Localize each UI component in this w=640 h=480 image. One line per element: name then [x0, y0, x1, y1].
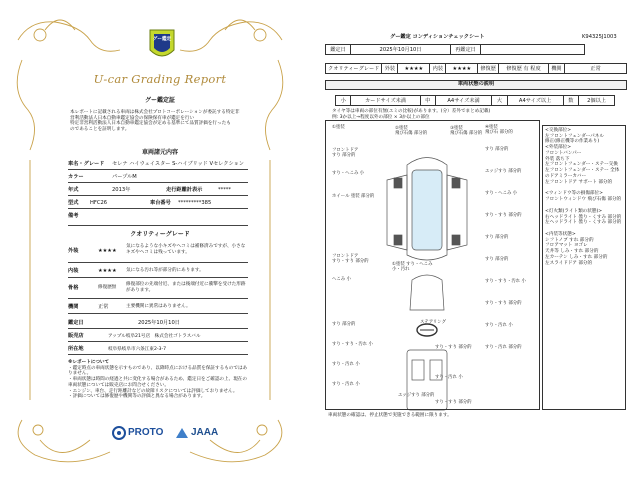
field-label: 備考 [68, 213, 79, 219]
field-label: 型式 [68, 200, 79, 206]
report-title: U-car Grading Report [93, 72, 227, 86]
side-note: 左フロントフェンダー・ステー交換 [545, 162, 618, 168]
legend-title: 車両状態の説明 [325, 80, 627, 90]
side-note: <交換部位> [545, 128, 572, 133]
damage-label: ホイール 塗装 部分的 [332, 194, 375, 199]
damage-label: すり・すり 部分的 [485, 213, 522, 218]
quality-label: 内装 [68, 268, 79, 274]
grade-table [325, 63, 627, 74]
goo-appraisal-logo [148, 28, 176, 62]
damage-label: ③塗装 飛び石傷 部分的 [450, 126, 483, 137]
damage-label: ②塗装 飛び石傷 部分的 [395, 126, 428, 137]
date-label: 鑑定日 [326, 45, 351, 55]
quality-row [68, 279, 248, 299]
interior-stars: ★★★★ [446, 64, 478, 74]
damage-label: すり・すり 部分的 [435, 345, 472, 350]
quality-text: 気になるような小キズやヘコミは補修済みですが、小さなキズやヘコミは残っています。 [126, 244, 246, 255]
quality-label: 骨格 [68, 285, 79, 291]
side-note: フロアマット ヨゴレ [545, 243, 588, 249]
quality-text: 修復部位の先端付近、または後端付近に衝撃を受けた形跡があります。 [126, 282, 246, 293]
reappraisal-value [481, 45, 585, 55]
damage-label: すり・汚れ 小 [332, 382, 360, 387]
interior-label: 内装 [430, 64, 446, 74]
quality-text: 気になる汚れ等が部分的にあります。 [126, 268, 204, 273]
legend-cell: A4サイズ以上 [507, 96, 563, 106]
side-note: 修正(修正機等の作業あり) [545, 139, 600, 145]
quality-stars: ★★★★ [98, 248, 117, 254]
field-value: *********385 [178, 200, 212, 206]
damage-label: ①塗装 [332, 125, 345, 130]
document-id: K94325J1003 [582, 34, 617, 40]
appraisal-date-label: 鑑定日 [68, 320, 84, 326]
sheet-footer-note: 車両状態の確認は、停止状態で実施できる範囲に限ります。 [328, 413, 452, 418]
intro-line: 特定非営利活動法人日本自動車鑑定協会が定める基準にて品質評価を行ったも [70, 121, 231, 127]
side-note: <外装部位> [545, 145, 572, 151]
intro-text [70, 110, 250, 133]
note-item: ・評価については修復歴や機関等の評価と異なる場合があります。 [68, 394, 206, 400]
field-value: ***** [218, 187, 231, 193]
quality-stars: 正常 [98, 304, 109, 310]
proto-text: PROTO [128, 427, 164, 438]
quality-row [68, 300, 248, 314]
side-note: フロントバンパー [545, 150, 582, 156]
quality-stars: 修復歴無 [98, 285, 117, 290]
field-value: パープルM [112, 174, 137, 180]
report-notes [68, 360, 248, 400]
legend-table [335, 95, 615, 106]
damage-label: へこみ 小 [332, 277, 351, 282]
side-note: 右ヘッドライト 曇り・くすみ 部分的 [545, 214, 622, 220]
field-row [68, 210, 248, 226]
address-value: 岐阜県岐阜市六条江東2-3-7 [108, 347, 167, 352]
damage-label: ステアリング [420, 320, 446, 325]
quality-row [68, 264, 248, 278]
field-row [68, 171, 248, 183]
quality-text: 主要機関に異常はありません。 [126, 304, 191, 309]
report-subtitle: グー鑑定証 [144, 97, 175, 104]
damage-label: すり・汚れ 部分的 [485, 345, 522, 350]
proto-mark-icon [112, 426, 126, 440]
damage-label: すり・汚れ 小 [435, 375, 463, 380]
note-item: ・鑑定時点の車両状態を示すものであり、以降時点における品質を保証するものではありません。 [68, 365, 248, 377]
legend-cell: 中 [420, 96, 435, 106]
repair-label: 修復歴 [478, 64, 499, 74]
note-item: ・車両状態は時間の経過と共に変化する場合があるため、鑑定日をご確認の上、現在の車両状態については販売店にお問合せください。 [68, 377, 247, 388]
damage-label: すり 部分的 [485, 257, 509, 262]
side-note: 左カーテン しみ・すれ 部分的 [545, 254, 608, 260]
condition-check-sheet [320, 0, 640, 480]
address-row [68, 343, 248, 355]
date-table [325, 44, 585, 55]
jaaa-logo [175, 425, 235, 441]
field-label: 車名・グレード [68, 161, 105, 167]
jaaa-text: JAAA [191, 427, 219, 438]
grade-label: クオリティーグレード [326, 64, 382, 74]
side-note: 左スライドドア 部分的 [545, 260, 593, 266]
dealer-label: 販売店 [68, 333, 84, 339]
side-note: フロントウィンドウ 飛び石傷 部分的 [545, 197, 622, 203]
intro-line: 営利活動法人日本自動車鑑定協会の保険保有車が鑑定を行い [70, 115, 195, 121]
legend-note-2: 例: 3か以上→程度以外の部位 × 3か以上の部位 [332, 115, 430, 120]
damage-label: エッジすり 部分的 [398, 393, 435, 398]
intro-line: 本レポートに記載される車両は株式会社プロトコーポレーションが委託する特定非 [70, 110, 240, 115]
dealer-row [68, 330, 248, 342]
side-note: シフトノブ すれ 部分的 [545, 237, 594, 243]
note-item: ・エンジン、車台、走行距離計などの故障リスクについては評価しておりません。 [68, 388, 238, 394]
grading-certificate [0, 0, 300, 480]
field-value: 2013年 [112, 187, 131, 193]
side-notes-panel [542, 125, 626, 410]
side-note: <灯火類(ライト類の状態)> [545, 208, 603, 214]
field-value: HFC26 [90, 200, 108, 206]
damage-label: フロントドア すり・すり 部分的 [332, 254, 369, 265]
date-value: 2025年10月10日 [351, 45, 451, 55]
quality-label: 機関 [68, 304, 79, 310]
field-label: 走行距離計表示 [166, 187, 203, 193]
intro-line: のであることを証明します。 [70, 127, 130, 133]
damage-label: すり・すり 部分的 [435, 400, 472, 405]
damage-label: ④塗装 飛び石 部分的 [485, 125, 513, 136]
legend-cell: A4サイズ未満 [435, 96, 491, 106]
side-note: 左フロントドア サポート 部分的 [545, 179, 613, 185]
field-row [68, 158, 248, 170]
engine-label: 機関 [548, 64, 564, 74]
quality-section-title: クオリティーグレード [130, 231, 190, 238]
sheet-title: グー鑑定 コンディションチェックシート [390, 34, 485, 40]
field-row [68, 197, 248, 209]
field-label: 車台番号 [150, 200, 171, 206]
legend-cell: 小 [336, 96, 351, 106]
damage-label: フロントドア すり 部分的 [332, 148, 359, 159]
damage-label: すり・すり・汚れ 小 [485, 279, 526, 284]
legend-cell: 数 [563, 96, 578, 106]
damage-label: ①塗装 すり・へこみ 小・汚れ [392, 262, 433, 273]
side-note: <内装等状態> [545, 232, 576, 238]
legend-cell: 2個以上 [579, 96, 615, 106]
damage-label: すり・へこみ 小 [332, 171, 365, 176]
side-note: <ウィンドウ等の損傷部位> [545, 191, 603, 197]
damage-label: すり・すり 部分的 [485, 301, 522, 306]
damage-label: すり・すり・汚れ 小 [332, 342, 373, 347]
side-note: 天井等 しみ・すれ 部分的 [545, 249, 599, 255]
shield-icon [148, 28, 176, 62]
field-value: セレナ ハイウェイスター S-ハイブリッド Vセレクション [112, 161, 244, 167]
repair-value: 修復歴 有 程度 [498, 64, 548, 74]
logo-text: グー鑑定 [152, 37, 172, 42]
engine-value: 正常 [564, 64, 626, 74]
quality-row [68, 241, 248, 263]
appraisal-date: 2025年10月10日 [138, 320, 180, 326]
damage-label: すり 部分的 [485, 235, 509, 240]
legend-cell: カードサイズ未満 [351, 96, 420, 106]
field-row [68, 184, 248, 196]
appraisal-date-row [68, 317, 248, 329]
damage-label: すり・へこみ 小 [485, 191, 518, 196]
vehicle-section-title: 車両諸元内容 [141, 149, 178, 156]
exterior-stars: ★★★★ [398, 64, 430, 74]
quality-label: 外装 [68, 248, 79, 254]
damage-label: エッジすり 部分的 [485, 169, 522, 174]
field-label: 年式 [68, 187, 79, 193]
side-note: 外装 落ち下 [545, 156, 570, 162]
side-note: 左ヘッドライト 曇り・くすみ 部分的 [545, 220, 622, 226]
damage-label: すり 部分的 [332, 322, 356, 327]
notes-title: ※レポートについて [68, 360, 110, 365]
dealer-name: アップル岐阜21号店 株式会社ゴトラスバル [108, 334, 201, 339]
damage-label: すり・汚れ 小 [332, 362, 360, 367]
exterior-label: 外装 [382, 64, 398, 74]
side-note: 左フロントフェンダーパネル [545, 133, 604, 139]
address-label: 所在地 [68, 346, 84, 352]
legend-note: タイヤ等は車両の部位有無(ユミの比較)があります。(分）差外でまとめ記載) [332, 109, 491, 114]
jaaa-mark-icon [175, 426, 189, 440]
quality-stars: ★★★★ [98, 268, 117, 274]
legend-cell: 大 [492, 96, 507, 106]
diagram-frame [325, 120, 540, 410]
reappraisal-label: 再鑑定日 [451, 45, 481, 55]
damage-label: すり 部分的 [485, 147, 509, 152]
damage-label: すり・汚れ 小 [485, 323, 513, 328]
side-note: 左フロントフェンダー・ステー 全体のドアミラーカバー [545, 168, 620, 179]
field-label: カラー [68, 174, 84, 180]
